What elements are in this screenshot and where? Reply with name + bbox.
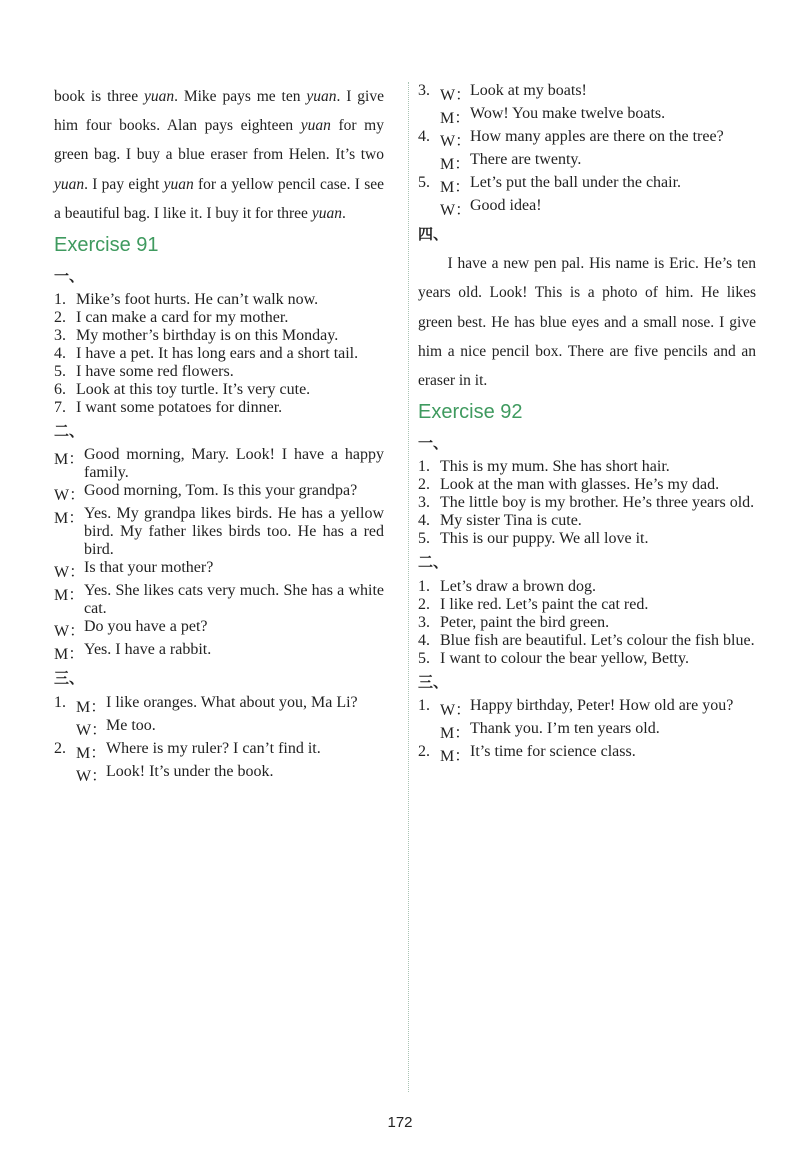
ex92-section-2-label: 二、 — [418, 553, 449, 572]
left-column — [54, 82, 384, 786]
dialog-line: W： Me too. — [76, 716, 156, 739]
intro-paragraph: book is three yuan. Mike pays me ten yuan. I give him four books. Alan pays eighteen yuan for my green bag. I buy a blue eraser from Helen. It’s two yuan. I pay eight yuan for a yellow pencil case. I see a beautiful bag. I like it. I buy it for three yuan. — [54, 88, 384, 222]
dialog-line: 1. W： Happy birthday, Peter! How old are you? — [418, 696, 734, 719]
column-divider — [408, 82, 409, 1092]
list-item: 1. Let’s draw a brown dog. — [418, 577, 596, 595]
exercise-91-title: Exercise 91 — [54, 234, 159, 257]
page-number: 172 — [387, 1114, 413, 1131]
list-item: 4. Blue fish are beautiful. Let’s colour the fish blue. — [418, 631, 755, 649]
list-item: 3. Peter, paint the bird green. — [418, 613, 610, 631]
dialog-line: W： Look! It’s under the book. — [76, 762, 274, 785]
dialog-line: M： Yes. My grandpa likes birds. He has a yellow bird. My father likes birds too. He has a red bird. — [54, 505, 384, 559]
section-2-label: 二、 — [54, 422, 85, 441]
list-item: 4. My sister Tina is cute. — [418, 512, 582, 530]
dialog-line: 2. M： It’s time for science class. — [418, 742, 636, 765]
dialog-line: M： Wow! You make twelve boats. — [440, 105, 666, 127]
list-item: 1. This is my mum. She has short hair. — [418, 458, 670, 476]
dialog-line: M： There are twenty. — [440, 151, 582, 173]
dialog-line: 2. M： Where is my ruler? I can’t find it. — [54, 739, 321, 762]
section-3-label: 三、 — [54, 669, 85, 688]
dialog-line: W： Do you have a pet? — [54, 618, 208, 641]
list-item: 2. Look at the man with glasses. He’s my dad. — [418, 476, 720, 494]
list-item: 3. My mother’s birthday is on this Monday. — [54, 327, 339, 345]
list-item: 7. I want some potatoes for dinner. — [54, 399, 283, 417]
pen-pal-paragraph: I have a new pen pal. His name is Eric. He’s ten years old. Look! This is a photo of him. He likes green best. He has blue eyes and a small nose. I give him a nice pencil box. There are five pencils and an eraser in it. — [418, 255, 756, 390]
dialog-line: M： Good morning, Mary. Look! I have a happy family. — [54, 446, 384, 482]
dialog-line: 5. M： Let’s put the ball under the chair. — [418, 174, 682, 196]
ex92-section-3-label: 三、 — [418, 672, 449, 691]
dialog-line: M： Yes. I have a rabbit. — [54, 641, 212, 664]
dialog-line: W： Is that your mother? — [54, 559, 214, 582]
list-item: 5. This is our puppy. We all love it. — [418, 530, 649, 548]
dialog-line: M： Yes. She likes cats very much. She has a white cat. — [54, 582, 384, 618]
dialog-line: 3. W： Look at my boats! — [418, 82, 587, 104]
list-item: 5. I want to colour the bear yellow, Betty. — [418, 649, 689, 667]
dialog-line: M： Thank you. I’m ten years old. — [440, 719, 660, 742]
list-item: 4. I have a pet. It has long ears and a short tail. — [54, 345, 359, 363]
dialog-line: 4. W： How many apples are there on the tree? — [418, 128, 724, 150]
dialog-line: W： Good morning, Tom. Is this your grandpa? — [54, 482, 358, 505]
ex92-section-1-label: 一、 — [418, 434, 449, 453]
dialog-line: 1. M： I like oranges. What about you, Ma Li? — [54, 693, 358, 716]
list-item: 5. I have some red flowers. — [54, 363, 234, 381]
dialog-line: W： Good idea! — [440, 197, 542, 219]
section-4-label: 四、 — [418, 225, 449, 243]
list-item: 1. Mike’s foot hurts. He can’t walk now. — [54, 291, 319, 309]
list-item: 2. I can make a card for my mother. — [54, 309, 289, 327]
list-item: 6. Look at this toy turtle. It’s very cute. — [54, 381, 311, 399]
right-column — [418, 82, 756, 766]
section-1-label: 一、 — [54, 267, 85, 286]
exercise-92-title: Exercise 92 — [418, 401, 523, 424]
list-item: 3. The little boy is my brother. He’s three years old. — [418, 494, 755, 512]
list-item: 2. I like red. Let’s paint the cat red. — [418, 595, 649, 613]
